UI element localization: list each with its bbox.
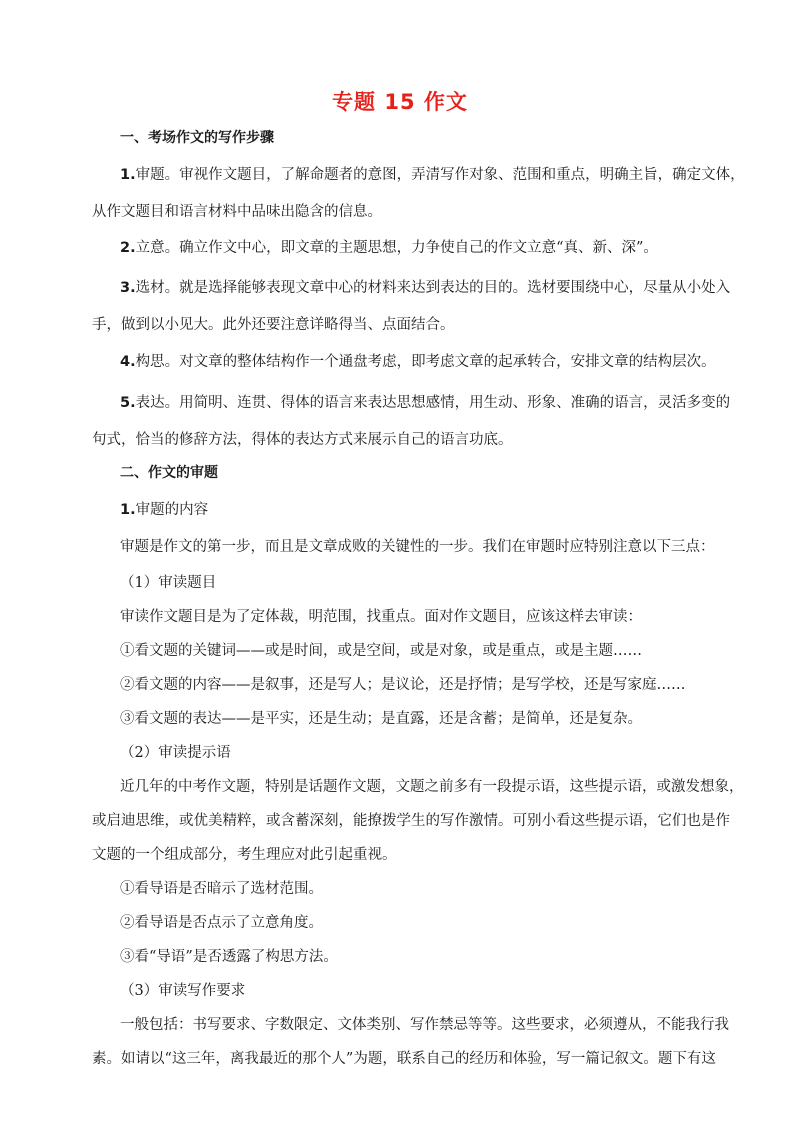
- step-5-line-2: 句式，恰当的修辞方法，得体的表达方式来展示自己的语言功底。: [92, 432, 513, 448]
- part-3-line-2: 素。如请以“这三年，离我最近的那个人”为题，联系自己的经历和体验，写一篇记叙文。题下有这: [92, 1051, 716, 1067]
- part-1-text: 审读作文题目是为了定体裁，明范围，找重点。面对作文题目，应该这样去审读：: [120, 609, 642, 625]
- step-4-line-1: 4.构思。对文章的整体结构作一个通盘考虑，即考虑文章的起承转合，安排文章的结构层次。: [120, 354, 716, 370]
- step-3-line-1: 3.选材。就是选择能够表现文章中心的材料来达到表达的目的。选材要围绕中心，尽量从小处入: [120, 280, 731, 296]
- part-2-label: （2）审读提示语: [120, 745, 231, 761]
- part-1-point-1: ①看文题的关键词——或是时间，或是空间，或是对象，或是重点，或是主题……: [120, 643, 642, 659]
- part-2-point-3: ③看“导语”是否透露了构思方法。: [120, 949, 338, 965]
- page-title: 专题 15 作文: [332, 90, 468, 114]
- part-1-point-2: ②看文题的内容——是叙事，还是写人；是议论，还是抒情；是写学校，还是写家庭……: [120, 677, 686, 693]
- part-3-line-1: 一般包括：书写要求、字数限定、文体类别、写作禁忌等等。这些要求，必须遵从，不能我行我: [120, 1017, 729, 1033]
- part-2-line-1: 近几年的中考作文题，特别是话题作文题，文题之前多有一段提示语，这些提示语，或激发想象，: [120, 779, 744, 795]
- step-2-line-1: 2.立意。确立作文中心，即文章的主题思想，力争使自己的作文立意“真、新、深”。: [120, 240, 658, 256]
- section-heading-2: 二、作文的审题: [120, 465, 218, 481]
- step-1-line-2: 从作文题目和语言材料中品味出隐含的信息。: [92, 204, 382, 220]
- part-1-point-3: ③看文题的表达——是平实，还是生动；是直露，还是含蓄；是简单，还是复杂。: [120, 711, 642, 727]
- subsection-1-title: 1.审题的内容: [120, 502, 209, 518]
- part-3-label: （3）审读写作要求: [120, 983, 246, 999]
- part-2-point-1: ①看导语是否暗示了选材范围。: [120, 881, 323, 897]
- section-heading-1: 一、考场作文的写作步骤: [120, 130, 274, 146]
- step-3-line-2: 手，做到以小见大。此外还要注意详略得当、点面结合。: [92, 317, 455, 333]
- step-1-line-1: 1.审题。审视作文题目，了解命题者的意图，弄清写作对象、范围和重点，明确主旨，确定文体，: [120, 167, 745, 183]
- part-1-label: （1）审读题目: [120, 575, 217, 591]
- intro-paragraph: 审题是作文的第一步，而且是文章成败的关键性的一步。我们在审题时应特别注意以下三点：: [120, 539, 715, 555]
- part-2-line-2: 或启迪思维，或优美精粹，或含蓄深刻，能撩拨学生的写作激情。可别小看这些提示语，它们也是作: [92, 813, 730, 829]
- part-2-line-3: 文题的一个组成部分，考生理应对此引起重视。: [92, 847, 397, 863]
- step-5-line-1: 5.表达。用简明、连贯、得体的语言来表达思想感情，用生动、形象、准确的语言，灵活多变的: [120, 395, 731, 411]
- part-2-point-2: ②看导语是否点示了立意角度。: [120, 915, 323, 931]
